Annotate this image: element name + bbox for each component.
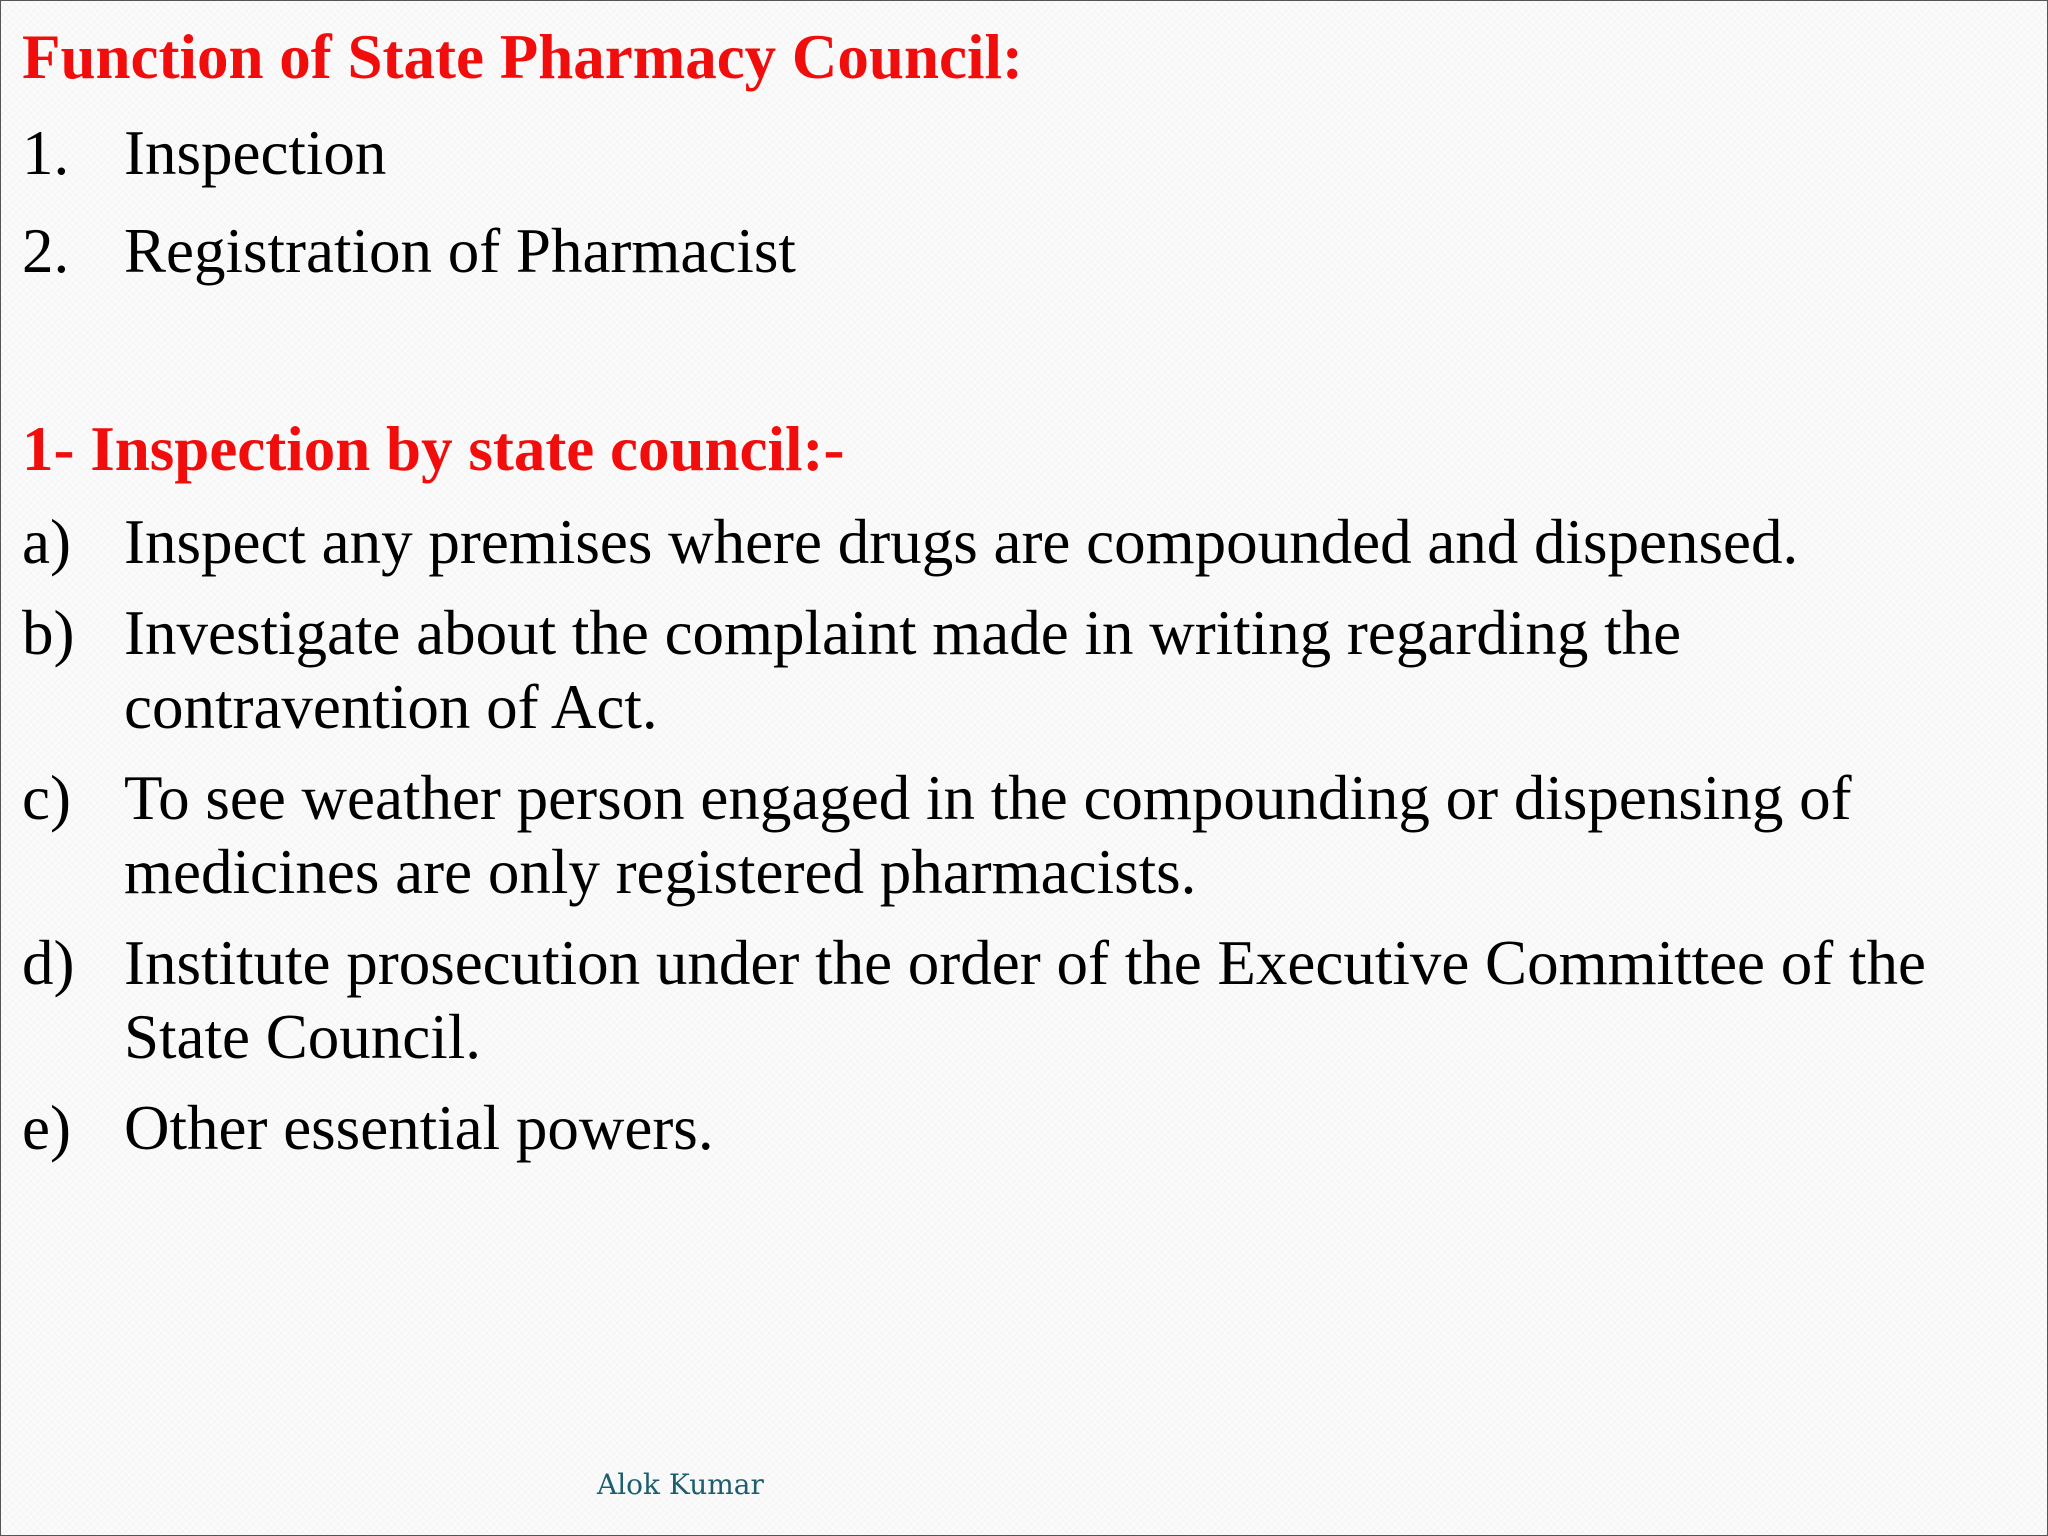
slide-title: Function of State Pharmacy Council:	[22, 22, 1023, 92]
list-item	[1, 926, 1964, 1074]
functions-list	[1, 116, 1964, 312]
list-marker: 2.	[22, 216, 70, 286]
list-item-text: Inspect any premises where drugs are compounded and dispensed.	[124, 507, 1799, 577]
list-item	[1, 116, 1964, 190]
list-item-text: To see weather person engaged in the compounding or dispensing of medicines are only registered pharmacists.	[124, 763, 1852, 907]
list-item-text: Inspection	[124, 118, 387, 188]
list-marker: e)	[22, 1093, 71, 1163]
list-item	[1, 596, 1964, 744]
list-item-text: Other essential powers.	[124, 1093, 714, 1163]
list-item-text: Investigate about the complaint made in writing regarding the contravention of Act.	[124, 598, 1682, 742]
list-marker: a)	[22, 507, 71, 577]
list-item	[1, 761, 1964, 909]
list-item	[1, 1091, 1964, 1165]
footer-author: Alok Kumar	[597, 1468, 764, 1501]
list-item	[1, 214, 1964, 288]
list-marker: c)	[22, 763, 71, 833]
inspection-points-list	[1, 505, 1964, 1182]
list-item	[1, 505, 1964, 579]
list-item-text: Institute prosecution under the order of the Executive Committee of the State Council.	[124, 928, 1926, 1072]
list-marker: 1.	[22, 118, 70, 188]
list-marker: d)	[22, 928, 75, 998]
section-title: 1- Inspection by state council:-	[22, 414, 845, 484]
list-marker: b)	[22, 598, 75, 668]
list-item-text: Registration of Pharmacist	[124, 216, 796, 286]
